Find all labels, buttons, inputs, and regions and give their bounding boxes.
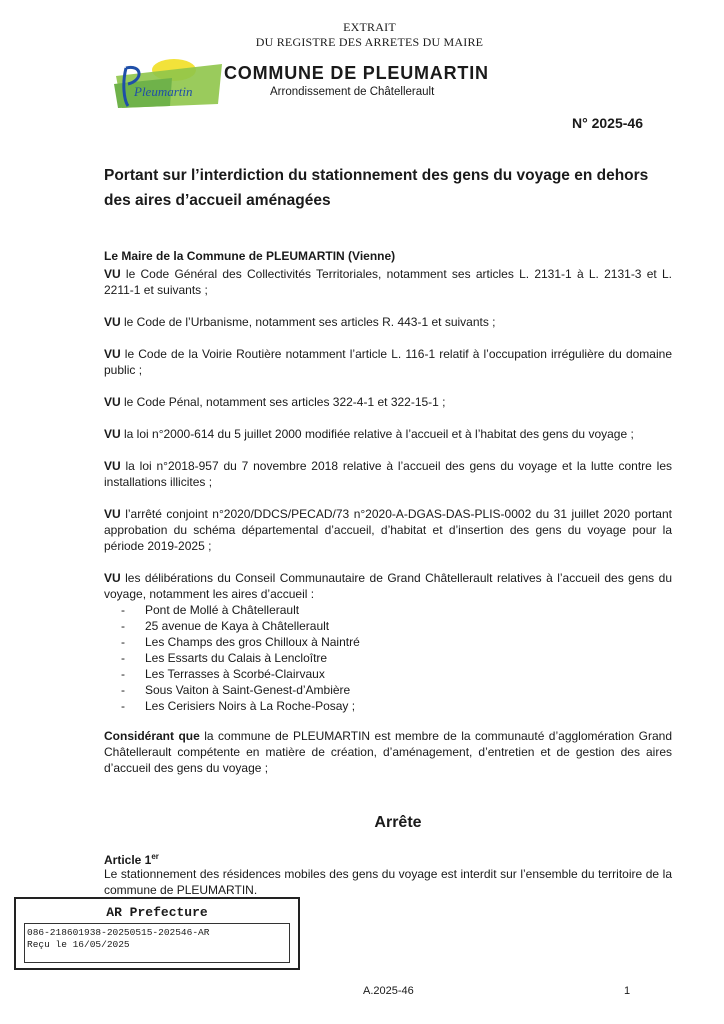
vu-loi-2000: [104, 426, 672, 442]
article-1-text: Le stationnement des résidences mobiles des gens du voyage est interdit sur l’ensemble du territoire de la commune de PLEUMARTIN.: [104, 867, 672, 897]
title-line-2: des aires d’accueil aménagées: [104, 192, 331, 209]
commune-logo: [112, 54, 228, 110]
arrete-heading: Arrête: [374, 814, 422, 831]
arrete-number: N° 2025-46: [572, 115, 643, 131]
vu-voirie: [104, 346, 672, 378]
vu-label: VU: [104, 315, 121, 329]
list-item: - Les Champs des gros Chilloux à Naintré: [121, 634, 672, 650]
vu-text: la loi n°2000-614 du 5 juillet 2000 modifiée relative à l’accueil et à l’habitat des gens du voyage ;: [120, 427, 634, 441]
register-header: [0, 20, 724, 50]
register-line: DU REGISTRE DES ARRETES DU MAIRE: [255, 35, 484, 49]
stamp-title: AR Prefecture: [106, 905, 208, 920]
vu-loi-2018: [104, 458, 672, 490]
stamp-received-date: Reçu le 16/05/2025: [27, 939, 130, 950]
title-line-1: Portant sur l’interdiction du stationnement des gens du voyage en dehors: [104, 167, 649, 184]
article-1-label: Article 1: [104, 853, 152, 867]
footer-reference: A.2025-46: [363, 985, 414, 997]
vu-deliberations: [104, 570, 672, 714]
vu-label: VU: [104, 459, 121, 473]
list-item: - Pont de Mollé à Châtellerault: [121, 602, 672, 618]
vu-text: la loi n°2018-957 du 7 novembre 2018 relative à l’accueil des gens du voyage et la lutte contre les installations illicites ;: [104, 459, 672, 489]
considerant-text: la commune de PLEUMARTIN est membre de la communauté d’agglomération Grand Châtellerault compétente en matière de création, d’aménagement, d’entretien et de gestion des aires d’accueil des gens du voyage ;: [104, 729, 672, 775]
list-item: - Sous Vaiton à Saint-Genest-d’Ambière: [121, 682, 672, 698]
vu-text: le Code de l’Urbanisme, notamment ses articles R. 443-1 et suivants ;: [120, 315, 496, 329]
vu-cgct: [104, 266, 672, 298]
vu-label: VU: [104, 427, 121, 441]
list-item: - Les Terrasses à Scorbé-Clairvaux: [121, 666, 672, 682]
ar-prefecture-stamp: [14, 897, 300, 970]
vu-text: le Code Pénal, notamment ses articles 322-4-1 et 322-15-1 ;: [120, 395, 446, 409]
arrondissement: Arrondissement de Châtellerault: [270, 86, 435, 98]
document-body: [104, 248, 672, 776]
article-1-title: [104, 852, 159, 867]
list-item: - Les Cerisiers Noirs à La Roche-Posay ;: [121, 698, 672, 714]
considerant-paragraph: [104, 728, 672, 776]
vu-label: VU: [104, 507, 121, 521]
vu-arrete-conjoint: [104, 506, 672, 554]
extrait-line: EXTRAIT: [343, 20, 396, 34]
stamp-reference: 086-218601938-20250515-202546-AR: [27, 927, 210, 938]
vu-urbanisme: [104, 314, 672, 330]
maire-intro: Le Maire de la Commune de PLEUMARTIN (Vienne): [104, 249, 396, 263]
vu-text: l’arrêté conjoint n°2020/DDCS/PECAD/73 n°2020-A-DGAS-DAS-PLIS-0002 du 31 juillet 2020 portant approbation du schéma départemental d’accueil, d’habitat et d’insertion des gens du voyage pour la période 2019-2025 ;: [104, 507, 672, 553]
vu-penal: [104, 394, 672, 410]
stamp-details: [24, 923, 290, 963]
vu-text: le Code de la Voirie Routière notamment l’article L. 116-1 relatif à l’occupation irrégulière du domaine public ;: [104, 347, 672, 377]
considerant-lead: Considérant que: [104, 729, 200, 743]
commune-name: COMMUNE DE PLEUMARTIN: [224, 63, 489, 83]
list-item: - 25 avenue de Kaya à Châtellerault: [121, 618, 672, 634]
vu-text: le Code Général des Collectivités Territoriales, notamment ses articles L. 2131-1 à L. 2131-3 et L. 2211-1 et suivants ;: [104, 267, 672, 297]
page-number: 1: [624, 985, 631, 997]
article-1-sup: er: [151, 852, 159, 861]
logo-wordmark: Pleumartin: [134, 84, 193, 99]
vu-label: VU: [104, 395, 121, 409]
list-item: - Les Essarts du Calais à Lencloître: [121, 650, 672, 666]
vu-label: VU: [104, 571, 121, 585]
vu-label: VU: [104, 267, 121, 281]
vu-text: les délibérations du Conseil Communautaire de Grand Châtellerault relatives à l’accueil des gens du voyage, notamment les aires d’accueil :: [104, 571, 672, 601]
aires-list: [104, 602, 672, 714]
vu-label: VU: [104, 347, 121, 361]
document-title: [104, 163, 684, 213]
